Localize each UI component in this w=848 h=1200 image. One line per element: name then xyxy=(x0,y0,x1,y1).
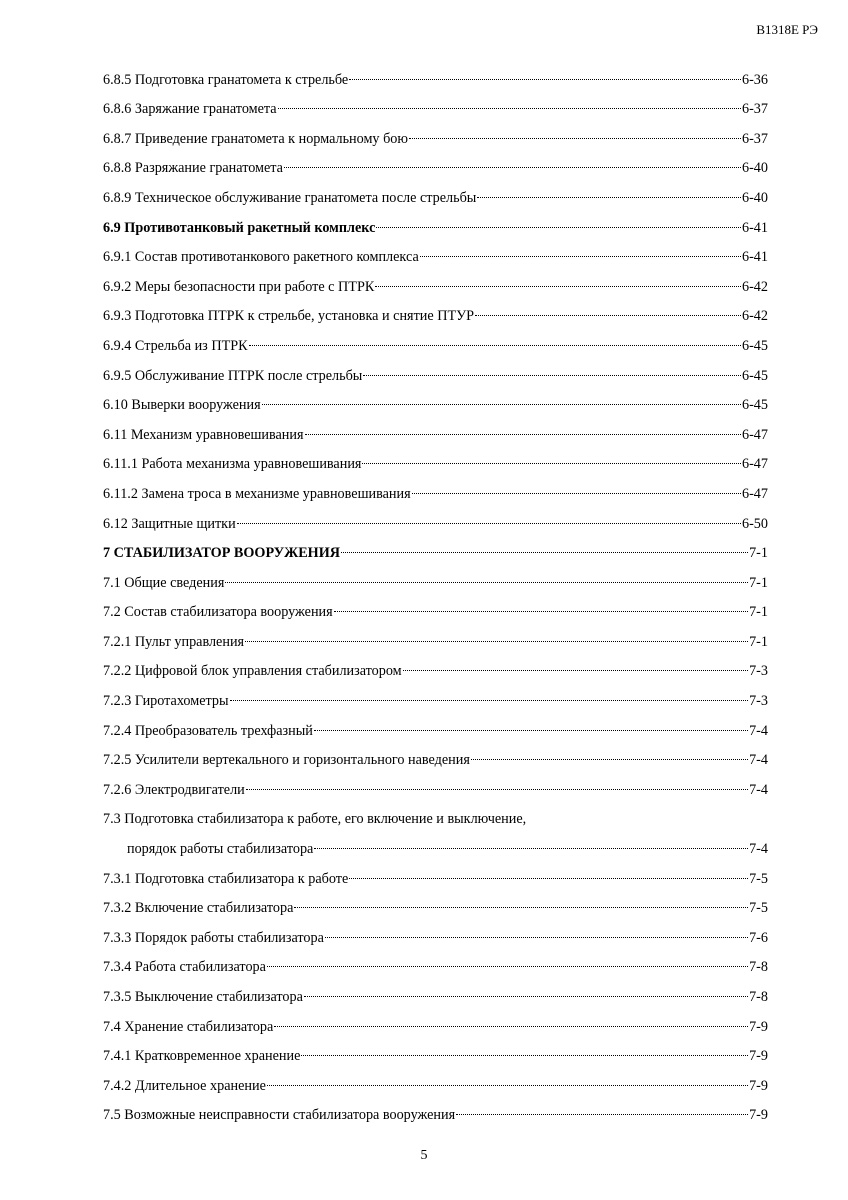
toc-entry-title: 6.9.5 Обслуживание ПТРК после стрельбы xyxy=(103,367,363,384)
toc-entry-title: 7.3.5 Выключение стабилизатора xyxy=(103,989,303,1005)
toc-entry-title: 6.11.2 Замена троса в механизме уравновешивания xyxy=(103,485,411,502)
document-code: В1318Е РЭ xyxy=(756,22,818,37)
toc-dot-leader xyxy=(262,404,741,405)
toc-entry-page: 7-1 xyxy=(749,545,768,562)
toc-entry-page: 7-1 xyxy=(749,604,768,621)
page-number: 5 xyxy=(420,1148,428,1163)
toc-entry-page: 7-3 xyxy=(749,663,768,680)
toc-entry-title: 6.8.8 Разряжание гранатомета xyxy=(103,160,283,177)
toc-entry-page: 7-8 xyxy=(749,959,768,976)
toc-entry xyxy=(103,326,768,356)
toc-dot-leader xyxy=(225,582,748,583)
toc-entry-page: 7-9 xyxy=(749,1107,768,1124)
toc-dot-leader xyxy=(274,1026,748,1027)
toc-dot-leader xyxy=(349,878,748,879)
toc-dot-leader xyxy=(409,138,741,139)
toc-dot-leader xyxy=(456,1114,748,1115)
toc-entry-title: 7.4.1 Кратковременное хранение xyxy=(103,1048,301,1065)
toc-entry xyxy=(103,622,768,652)
toc-dot-leader xyxy=(325,937,748,938)
toc-entry-page: 6-42 xyxy=(741,278,768,295)
toc-entry-page: 6-45 xyxy=(741,337,768,354)
toc-entry-page: 6-41 xyxy=(741,249,768,266)
toc-entry-page: 6-50 xyxy=(741,515,768,532)
toc-entry xyxy=(103,593,768,623)
toc-entry xyxy=(103,889,768,919)
toc-entry xyxy=(103,563,768,593)
toc-entry xyxy=(103,918,768,948)
toc-dot-leader xyxy=(363,375,741,376)
toc-dot-leader xyxy=(314,730,748,731)
toc-dot-leader xyxy=(314,848,748,849)
toc-entry xyxy=(103,534,768,564)
toc-dot-leader xyxy=(349,79,741,80)
toc-dot-leader xyxy=(477,197,741,198)
toc-entry-page: 6-47 xyxy=(741,456,768,473)
toc-entry xyxy=(103,386,768,416)
toc-entry-title: 7.4.2 Длительное хранение xyxy=(103,1077,266,1094)
toc-dot-leader xyxy=(403,670,748,671)
toc-dot-leader xyxy=(375,286,741,287)
toc-entry xyxy=(103,1066,768,1096)
toc-entry-title: 7.3.2 Включение стабилизатора xyxy=(103,900,294,917)
toc-entry xyxy=(103,238,768,268)
toc-entry-title: 7.3.1 Подготовка стабилизатора к работе xyxy=(103,870,349,887)
toc-dot-leader xyxy=(294,907,748,908)
toc-entry-page: 7-5 xyxy=(749,870,768,887)
toc-entry xyxy=(103,415,768,445)
toc-entry-page: 7-4 xyxy=(749,841,768,858)
toc-entry xyxy=(103,1007,768,1037)
toc-entry-title: 7.2.6 Электродвигатели xyxy=(103,781,245,798)
toc-entry-title: 7.3.3 Порядок работы стабилизатора xyxy=(103,929,324,946)
toc-entry xyxy=(103,119,768,149)
toc-entry-page: 7-5 xyxy=(749,900,768,917)
toc-entry-page: 6-37 xyxy=(741,101,768,118)
toc-entry xyxy=(103,711,768,741)
toc-entry-title: 7.1 Общие сведения xyxy=(103,574,225,591)
toc-entry xyxy=(103,267,768,297)
toc-entry-page: 6-36 xyxy=(741,71,768,88)
toc-dot-leader xyxy=(278,108,741,109)
toc-entry xyxy=(103,800,768,830)
toc-entry-title: 7.2.4 Преобразователь трехфазный xyxy=(103,722,313,739)
toc-dot-leader xyxy=(475,315,741,316)
toc-entry xyxy=(103,977,768,1007)
toc-entry-title: 7.2.1 Пульт управления xyxy=(103,633,245,650)
toc-dot-leader xyxy=(420,256,741,257)
toc-dot-leader xyxy=(267,966,748,967)
toc-entry-title: 7.2 Состав стабилизатора вооружения xyxy=(103,604,333,621)
toc-entry xyxy=(103,1096,768,1126)
toc-dot-leader xyxy=(267,1085,748,1086)
toc-entry-page: 6-42 xyxy=(741,308,768,325)
toc-entry-title: 6.9 Противотанковый ракетный комплекс xyxy=(103,219,376,236)
toc-entry-page: 6-45 xyxy=(741,367,768,384)
toc-dot-leader xyxy=(376,227,741,228)
toc-entry-title: 6.8.6 Заряжание гранатомета xyxy=(103,101,277,118)
toc-dot-leader xyxy=(237,523,741,524)
toc-entry-page: 6-40 xyxy=(741,189,768,206)
toc-entry-title: 7.4 Хранение стабилизатора xyxy=(103,1018,274,1035)
toc-entry-title: 7.2.3 Гиротахометры xyxy=(103,693,229,710)
toc-dot-leader xyxy=(246,789,748,790)
toc-dot-leader xyxy=(471,759,748,760)
toc-entry-title: 6.10 Выверки вооружения xyxy=(103,397,261,414)
toc-entry xyxy=(103,474,768,504)
toc-entry-page: 7-8 xyxy=(749,989,768,1005)
toc-entry-title: 6.9.3 Подготовка ПТРК к стрельбе, установка и снятие ПТУР xyxy=(103,308,475,325)
toc-entry-page: 7-9 xyxy=(749,1018,768,1035)
toc-dot-leader xyxy=(412,493,741,494)
toc-entry-page: 7-3 xyxy=(749,693,768,710)
toc-dot-leader xyxy=(284,167,741,168)
toc-entry xyxy=(103,149,768,179)
toc-entry xyxy=(103,90,768,120)
toc-entry-page: 7-4 xyxy=(749,781,768,798)
toc-dot-leader xyxy=(341,552,748,553)
toc-entry-page: 6-45 xyxy=(741,397,768,414)
toc-entry xyxy=(103,178,768,208)
toc-entry xyxy=(103,356,768,386)
toc-entry-title: 6.9.1 Состав противотанкового ракетного комплекса xyxy=(103,249,419,266)
toc-entry-title: 7.3 Подготовка стабилизатора к работе, его включение и выключение, xyxy=(103,811,527,828)
toc-entry-page: 6-47 xyxy=(741,426,768,443)
toc-entry xyxy=(103,652,768,682)
toc-entry-page: 7-6 xyxy=(749,929,768,946)
toc-entry-title: 6.11.1 Работа механизма уравновешивания xyxy=(103,456,362,473)
toc-entry-title: 6.8.7 Приведение гранатомета к нормальному бою xyxy=(103,130,408,147)
toc-entry-title: 7.2.2 Цифровой блок управления стабилизатором xyxy=(103,663,402,680)
toc-entry xyxy=(103,859,768,889)
toc-entry-title: 6.8.5 Подготовка гранатомета к стрельбе xyxy=(103,71,349,88)
toc-entry xyxy=(103,681,768,711)
toc-entry-title: 6.8.9 Техническое обслуживание гранатомета после стрельбы xyxy=(103,189,477,206)
toc-entry xyxy=(103,741,768,771)
toc-entry-title: порядок работы стабилизатора xyxy=(127,841,314,858)
toc-entry-page: 7-9 xyxy=(749,1048,768,1065)
toc-entry xyxy=(103,445,768,475)
toc-entry-page: 7-4 xyxy=(749,752,768,769)
toc-dot-leader xyxy=(334,611,748,612)
toc-entry-page: 6-40 xyxy=(741,160,768,177)
toc-entry xyxy=(103,297,768,327)
toc-dot-leader xyxy=(301,1055,748,1056)
toc-dot-leader xyxy=(304,996,748,997)
toc-dot-leader xyxy=(362,463,741,464)
toc-entry xyxy=(103,504,768,534)
toc-entry-title: 6.9.2 Меры безопасности при работе с ПТРК xyxy=(103,278,375,295)
toc-entry xyxy=(103,208,768,238)
toc-entry-title: 7 СТАБИЛИЗАТОР ВООРУЖЕНИЯ xyxy=(103,545,340,562)
toc-dot-leader xyxy=(249,345,741,346)
toc-entry xyxy=(103,1037,768,1067)
toc-entry xyxy=(103,770,768,800)
toc-entry-page: 6-47 xyxy=(741,485,768,502)
toc-entry-title: 6.11 Механизм уравновешивания xyxy=(103,426,304,443)
toc-entry-title: 7.5 Возможные неисправности стабилизатора вооружения xyxy=(103,1107,456,1124)
toc-entry-page: 6-37 xyxy=(741,130,768,147)
toc-dot-leader xyxy=(305,434,741,435)
toc-entry-title: 7.3.4 Работа стабилизатора xyxy=(103,959,266,976)
toc-entry-page: 7-9 xyxy=(749,1077,768,1094)
toc-entry-page: 7-1 xyxy=(749,574,768,591)
toc-entry-title: 7.2.5 Усилители вертекального и горизонтального наведения xyxy=(103,752,470,769)
toc-entry xyxy=(103,829,768,859)
toc-entry-page: 7-1 xyxy=(749,633,768,650)
toc-entry-page: 7-4 xyxy=(749,722,768,739)
toc-entry-title: 6.12 Защитные щитки xyxy=(103,515,236,532)
toc-entry xyxy=(103,948,768,978)
toc-dot-leader xyxy=(245,641,748,642)
table-of-contents xyxy=(103,60,768,1125)
toc-entry xyxy=(103,60,768,90)
toc-entry-page: 6-41 xyxy=(741,219,768,236)
toc-dot-leader xyxy=(230,700,749,701)
toc-entry-title: 6.9.4 Стрельба из ПТРК xyxy=(103,337,248,354)
